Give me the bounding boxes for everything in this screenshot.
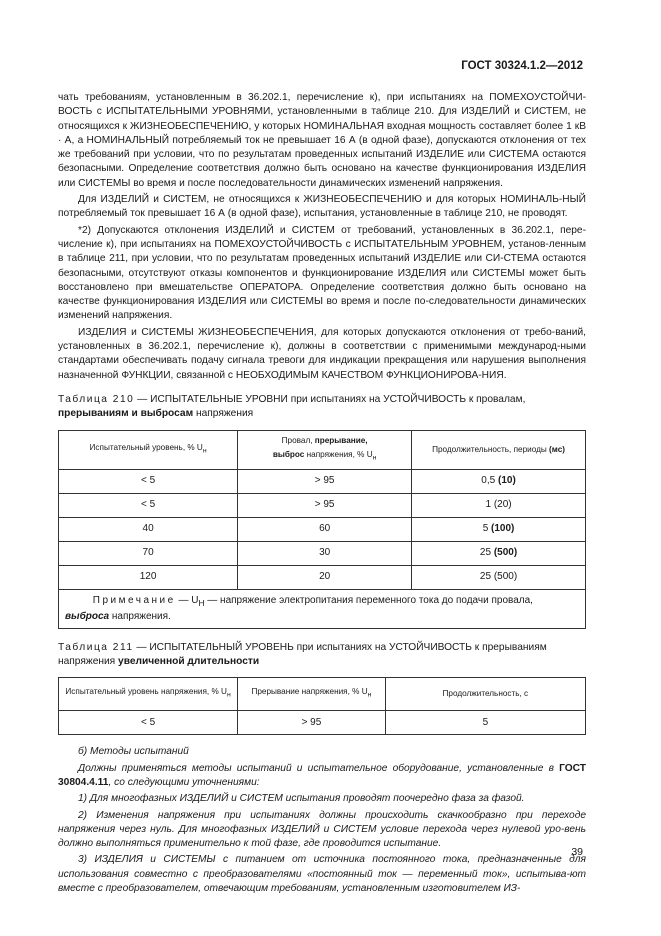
table-label: Таблица 211 (58, 641, 134, 653)
table-cell: < 5 (59, 493, 238, 517)
table-row (59, 541, 586, 565)
table-note-row (59, 589, 586, 628)
table-header-row (59, 430, 586, 469)
header-cell: Продолжительность, с (385, 678, 585, 711)
table-row (59, 493, 586, 517)
table-cell: 25 (500) (412, 541, 586, 565)
header-cell: Продолжительность, периоды (мс) (412, 430, 586, 469)
table-210 (58, 430, 586, 629)
table-note: Примечание — $U_H$ — напряжение электропитания переменного тока до подачи провала, выброса напряжения. (59, 589, 586, 628)
table-cell: 1 (20) (412, 493, 586, 517)
header-cell: Прерывание напряжения, % $U_н$ (238, 678, 386, 711)
table-210-caption (58, 393, 586, 422)
paragraph: 3) ИЗДЕЛИЯ и СИСТЕМЫ с питанием от источника постоянного тока, предназначенные для использования совместно с преобразователями «постоянный ток — переменный ток», испытыва-ют вместе с преобразователем, отвечающим требованиям, установленным изготовителем ИЗ- (58, 854, 586, 895)
section-title: б) Методы испытаний (78, 746, 189, 758)
table-cell: 120 (59, 565, 238, 589)
table-row (59, 565, 586, 589)
table-cell: < 5 (59, 469, 238, 493)
header-cell: Провал, прерывание, выброс напряжения, % $U_н$ (238, 430, 412, 469)
table-row (59, 711, 586, 735)
table-row (59, 517, 586, 541)
table-cell: 25 (500) (412, 565, 586, 589)
caption-text: — ИСПЫТАТЕЛЬНЫЙ УРОВЕНЬ при испытаниях на УСТОЙЧИВОСТЬ к прерываниям напряжения (58, 641, 547, 668)
paragraph: *2) Допускаются отклонения ИЗДЕЛИЙ и СИСТЕМ от требований, установленных в 36.202.1, пере-числение к), при испытаниях на ПОМЕХОУСТОЙЧИВОСТЬ с ИСПЫТАТЕЛЬНЫМ УРОВНЕМ, установ-ленным в таблице 211, при условии, что по результатам проведенных испытаний ИЗДЕЛИЕ или СИ-СТЕМА остаются безопасными, отсутствуют отказы компонентов и функционирование ИЗДЕЛИЯ или СИСТЕМЫ может быть восстановлено при вмешательстве ОПЕРАТОРА. Определение соответствия должно быть основано на качестве функционирования ИЗДЕЛИЯ или СИСТЕМЫ во время и после по-следовательности динамических изменений напряжения. (58, 224, 586, 322)
page-number: 39 (571, 846, 583, 858)
paragraph: Должны применяться методы испытаний и испытательное оборудование, установленные в ГОСТ 30804.4.11, со следующими уточнениями: (58, 762, 586, 788)
document-header: ГОСТ 30324.1.2—2012 (461, 60, 583, 72)
table-211 (58, 677, 586, 735)
paragraph: ИЗДЕЛИЯ и СИСТЕМЫ ЖИЗНЕОБЕСПЕЧЕНИЯ, для которых допускаются отклонения от требо-ваний, установленных в 36.202.1, перечисление к), должны в соответствии с применимыми международ-ными стандартами обеспечивать подачу сигнала тревоги для индикации прекращения или нарушения выполнения назначенной ФУНКЦИИ, связанной с НЕОБХОДИМЫМ КАЧЕСТВОМ ФУНКЦИОНИРОВА-НИЯ. (58, 326, 586, 381)
table-cell: 70 (59, 541, 238, 565)
caption-text: — ИСПЫТАТЕЛЬНЫЕ УРОВНИ при испытаниях на УСТОЙЧИВОСТЬ к провалам, (134, 393, 526, 405)
caption-end: напряжения (193, 408, 254, 420)
table-row (59, 469, 586, 493)
table-cell: 40 (59, 517, 238, 541)
header-cell: Испытательный уровень напряжения, % $U_н$ (59, 678, 238, 711)
table-header-row (59, 678, 586, 711)
table-cell: 30 (238, 541, 412, 565)
table-211-caption (58, 641, 586, 670)
caption-bold: прерываниям и выбросам (58, 408, 194, 420)
page-body (58, 91, 586, 898)
test-methods-section (58, 745, 586, 896)
paragraph: 1) Для многофазных ИЗДЕЛИЙ и СИСТЕМ испытания проводят поочередно фаза за фазой. (78, 793, 525, 805)
table-cell: > 95 (238, 493, 412, 517)
table-cell: < 5 (59, 711, 238, 735)
paragraph: 2) Изменения напряжения при испытаниях должны происходить скачкообразно при переходе напряжения через нуль. Для многофазных ИЗДЕЛИЙ и СИСТЕМ условие перехода через нулевой уро-вень должно выполняться применительно к той фазе, где проводится испытание. (58, 809, 586, 850)
table-cell: > 95 (238, 711, 386, 735)
table-cell: 0,5 (10) (412, 469, 586, 493)
paragraph: Для ИЗДЕЛИЙ и СИСТЕМ, не относящихся к ЖИЗНЕОБЕСПЕЧЕНИЮ и для которых НОМИНАЛЬ-НЫЙ потребляемый ток превышает 16 А (в одной фазе), испытания, установленные в таблице 210, не проводят. (58, 194, 586, 220)
table-cell: 20 (238, 565, 412, 589)
table-cell: 5 (100) (412, 517, 586, 541)
paragraph: чать требованиям, установленным в 36.202.1, перечисление к), при испытаниях на ПОМЕХОУСТОЙЧИ-ВОСТЬ с ИСПЫТАТЕЛЬНЫМИ УРОВНЯМИ, установленными в таблице 210. Для ИЗДЕЛИЙ и СИСТЕМ, не относящихся к ЖИЗНЕОБЕСПЕЧЕНИЮ, у которых НОМИНАЛЬНАЯ входная мощность составляет более 1 кВ · А, а НОМИНАЛЬНЫЙ потребляемый ток не превышает 16 А (в одной фазе), допускаются отклонения от тех же требований при условии, что по результатам проведенных испытаний ИЗДЕЛИЕ или СИСТЕМА остаются безопасными. Определение соответствия должно быть основано на качестве функционирования ИЗДЕЛИЯ или СИСТЕМЫ во время и после последовательности динамических изменений напряжения. (58, 92, 586, 189)
table-cell: > 95 (238, 469, 412, 493)
table-cell: 60 (238, 517, 412, 541)
caption-bold: увеличенной длительности (118, 656, 260, 668)
table-label: Таблица 210 (58, 393, 135, 405)
table-cell: 5 (385, 711, 585, 735)
header-cell: Испытательный уровень, % $U_н$ (59, 430, 238, 469)
